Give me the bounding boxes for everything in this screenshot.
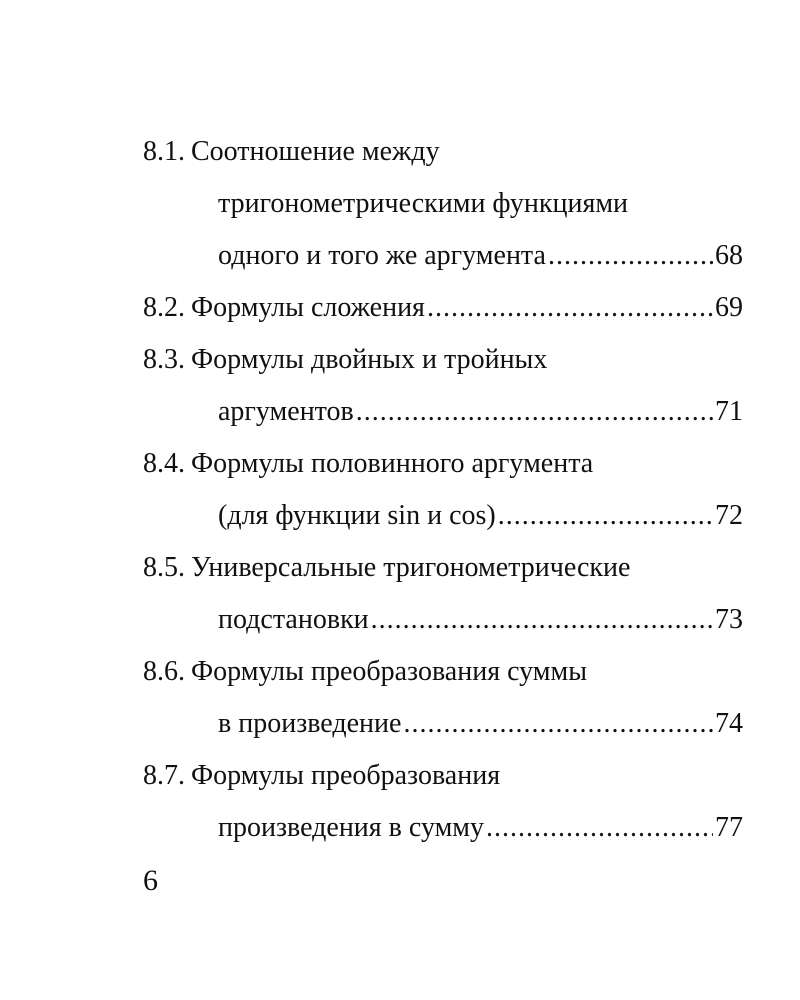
toc-entry-8-2[interactable] — [143, 282, 743, 334]
toc-entry-title: Универсальные тригонометрические — [191, 552, 631, 583]
toc-line — [143, 750, 743, 802]
toc-entry-8-5[interactable] — [143, 542, 743, 646]
toc-entry-title: Формулы половинного аргумента — [191, 448, 594, 479]
toc-entry-8-3[interactable] — [143, 334, 743, 438]
toc-entry-number: 8.5. — [143, 552, 185, 583]
toc-page-number: 73 — [715, 604, 743, 635]
toc-entry-title: Формулы преобразования суммы — [191, 656, 588, 687]
toc-page-number: 68 — [715, 240, 743, 271]
toc-line — [143, 594, 743, 646]
toc-page-number: 77 — [715, 812, 743, 843]
toc-line — [143, 230, 743, 282]
toc-line — [143, 334, 743, 386]
toc-entry-number: 8.4. — [143, 448, 185, 479]
toc-entry-8-7[interactable] — [143, 750, 743, 854]
dot-leader — [486, 802, 713, 854]
page-number: 6 — [143, 864, 158, 897]
toc-entry-number: 8.3. — [143, 344, 185, 375]
toc-line — [143, 126, 743, 178]
dot-leader — [403, 698, 713, 750]
toc-line — [143, 542, 743, 594]
toc-entry-number: 8.1. — [143, 136, 185, 167]
toc-line — [143, 386, 743, 438]
table-of-contents — [143, 126, 743, 854]
toc-entry-title: Формулы сложения — [191, 292, 425, 323]
toc-entry-title-continued: произведения в сумму — [218, 812, 485, 843]
toc-line — [143, 698, 743, 750]
toc-page-number: 69 — [715, 292, 743, 323]
dot-leader — [427, 282, 713, 334]
toc-line — [143, 490, 743, 542]
toc-line — [143, 438, 743, 490]
toc-line — [143, 178, 743, 230]
toc-entry-title-continued: подстановки — [218, 604, 369, 635]
toc-entry-title-continued: тригонометрическими функциями — [218, 188, 629, 219]
toc-page-number: 74 — [715, 708, 743, 739]
toc-entry-title-continued: аргументов — [218, 396, 354, 427]
toc-entry-8-1[interactable] — [143, 126, 743, 282]
toc-entry-title-continued: в произведение — [218, 708, 402, 739]
dot-leader — [356, 386, 713, 438]
toc-line — [143, 646, 743, 698]
toc-entry-8-6[interactable] — [143, 646, 743, 750]
toc-page-number: 71 — [715, 396, 743, 427]
toc-entry-8-4[interactable] — [143, 438, 743, 542]
dot-leader — [498, 490, 713, 542]
toc-entry-number: 8.7. — [143, 760, 185, 791]
toc-entry-title-continued: одного и того же аргумента — [218, 240, 546, 271]
toc-entry-number: 8.6. — [143, 656, 185, 687]
toc-entry-title: Соотношение между — [191, 136, 440, 167]
dot-leader — [371, 594, 713, 646]
toc-entry-title: Формулы преобразования — [191, 760, 501, 791]
toc-page-number: 72 — [715, 500, 743, 531]
toc-entry-title-continued: (для функции sin и cos) — [218, 500, 496, 531]
toc-entry-number: 8.2. — [143, 292, 185, 323]
dot-leader — [548, 230, 713, 282]
toc-line — [143, 802, 743, 854]
toc-entry-title: Формулы двойных и тройных — [191, 344, 548, 375]
toc-line — [143, 282, 743, 334]
